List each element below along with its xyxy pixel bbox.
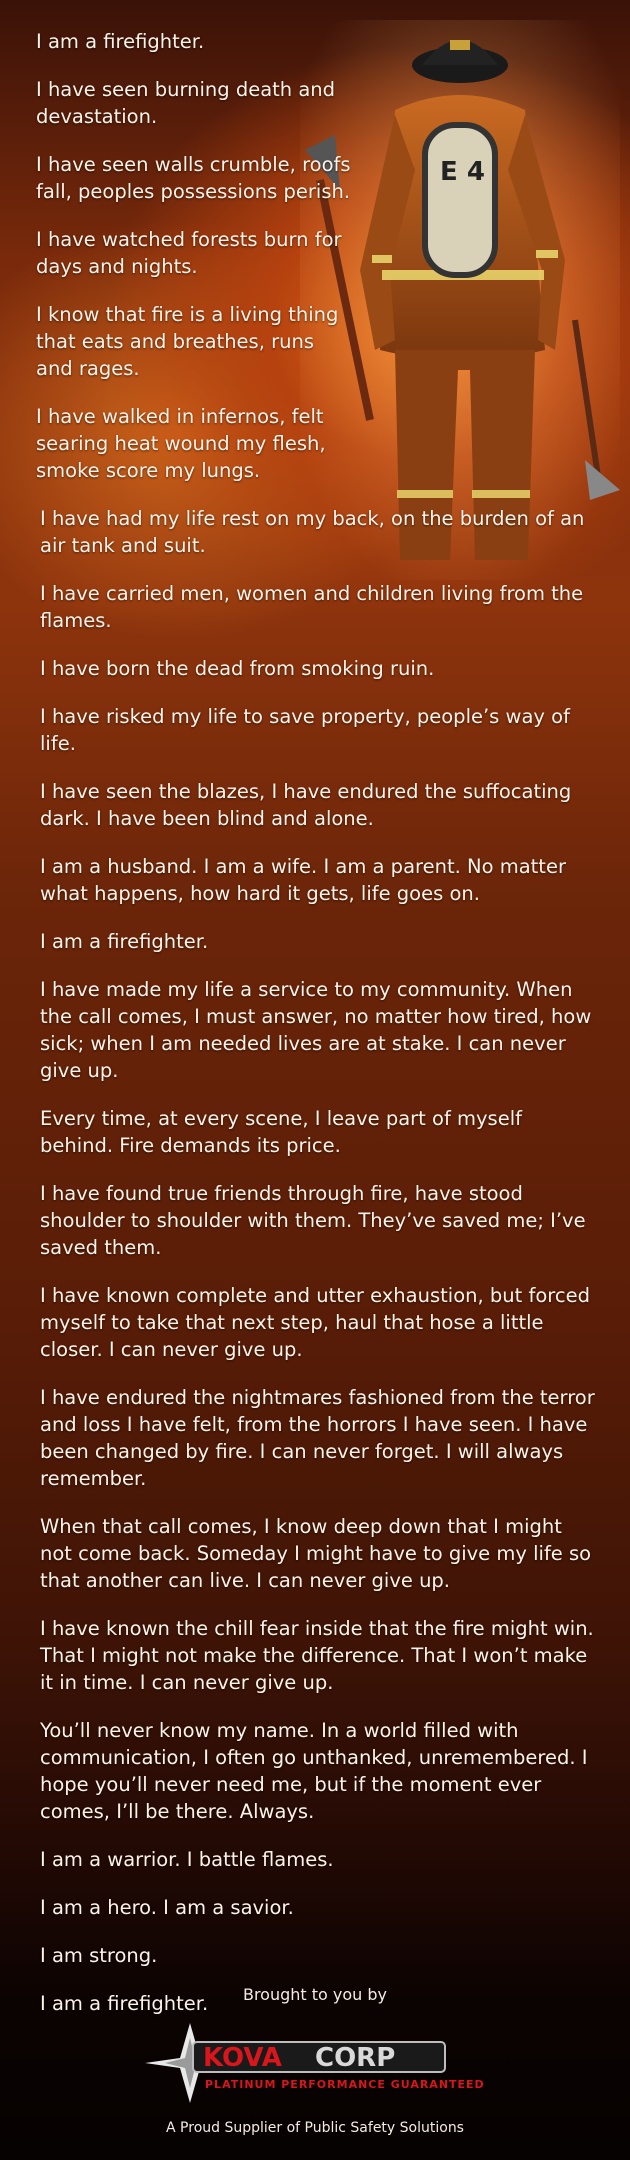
logo-name-corp: CORP [315,2043,396,2073]
poem-paragraph: I have seen the blazes, I have endured the suffocating dark. I have been blind and alone. [40,780,572,830]
poem-paragraph: I have born the dead from smoking ruin. [40,657,435,680]
poem-paragraph: You’ll never know my name. In a world filled with communication, I often go unthanked, unremembered. I hope you’ll never need me, but if the moment ever comes, I’ll be there. Always. [40,1719,588,1823]
poem-paragraph: I am strong. [40,1944,158,1967]
poem-paragraph: When that call comes, I know deep down that I might not come back. Someday I might have to give my life so that another can live. I can never give up. [40,1515,592,1592]
poem [36,28,596,2038]
poem-paragraph: I have made my life a service to my community. When the call comes, I must answer, no matter how tired, how sick; when I am needed lives are at stake. I can never give up. [40,978,592,1082]
poem-paragraph: I have watched forests burn for days and nights. [36,228,342,278]
poem-paragraph: I have carried men, women and children living from the flames. [40,582,584,632]
poem-paragraph: I have had my life rest on my back, on the burden of an air tank and suit. [40,507,585,557]
poem-paragraph: I have endured the nightmares fashioned from the terror and loss I have felt, from the horrors I have seen. I have been changed by fire. I can never forget. I will always remember. [40,1386,595,1490]
helmet-number: E 4 [440,157,485,187]
poem-paragraph: I know that fire is a living thing that eats and breathes, runs and rages. [36,303,339,380]
poem-paragraph: I have known the chill fear inside that the fire might win. That I might not make the difference. That I won’t make it in time. I can never give up. [40,1617,594,1694]
poem-paragraph: I have known complete and utter exhaustion, but forced myself to take that next step, haul that hose a little closer. I can never give up. [40,1284,590,1361]
poem-paragraph: I have seen walls crumble, roofs fall, peoples possessions perish. [36,153,351,203]
kovacorp-logo [145,2018,485,2108]
poem-paragraph: I am a hero. I am a savior. [40,1896,294,1919]
brought-by-text: Brought to you by [242,1985,388,2004]
poem-paragraph: I am a warrior. I battle flames. [40,1848,334,1871]
tagline: A Proud Supplier of Public Safety Solutions [166,2120,464,2136]
poem-paragraph: I have walked in infernos, felt searing heat wound my flesh, smoke score my lungs. [36,405,326,482]
logo-name-kova: KOVA [203,2043,282,2073]
poem-paragraph: I am a husband. I am a wife. I am a parent. No matter what happens, how hard it gets, life goes on. [40,855,566,905]
poem-paragraph: I am a firefighter. [40,930,209,953]
footer [0,1985,630,2136]
logo-subtitle: PLATINUM PERFORMANCE GUARANTEED [205,2078,485,2091]
poem-paragraph: Every time, at every scene, I leave part of myself behind. Fire demands its price. [40,1107,522,1157]
poem-paragraph: I have risked my life to save property, people’s way of life. [40,705,570,755]
poem-paragraph: I am a firefighter. [40,1992,209,2015]
poem-paragraph: I have found true friends through fire, have stood shoulder to shoulder with them. They’ve saved me; I’ve saved them. [40,1182,586,1259]
poem-paragraph: I am a firefighter. [36,30,205,53]
poem-paragraph: I have seen burning death and devastation. [36,78,336,128]
